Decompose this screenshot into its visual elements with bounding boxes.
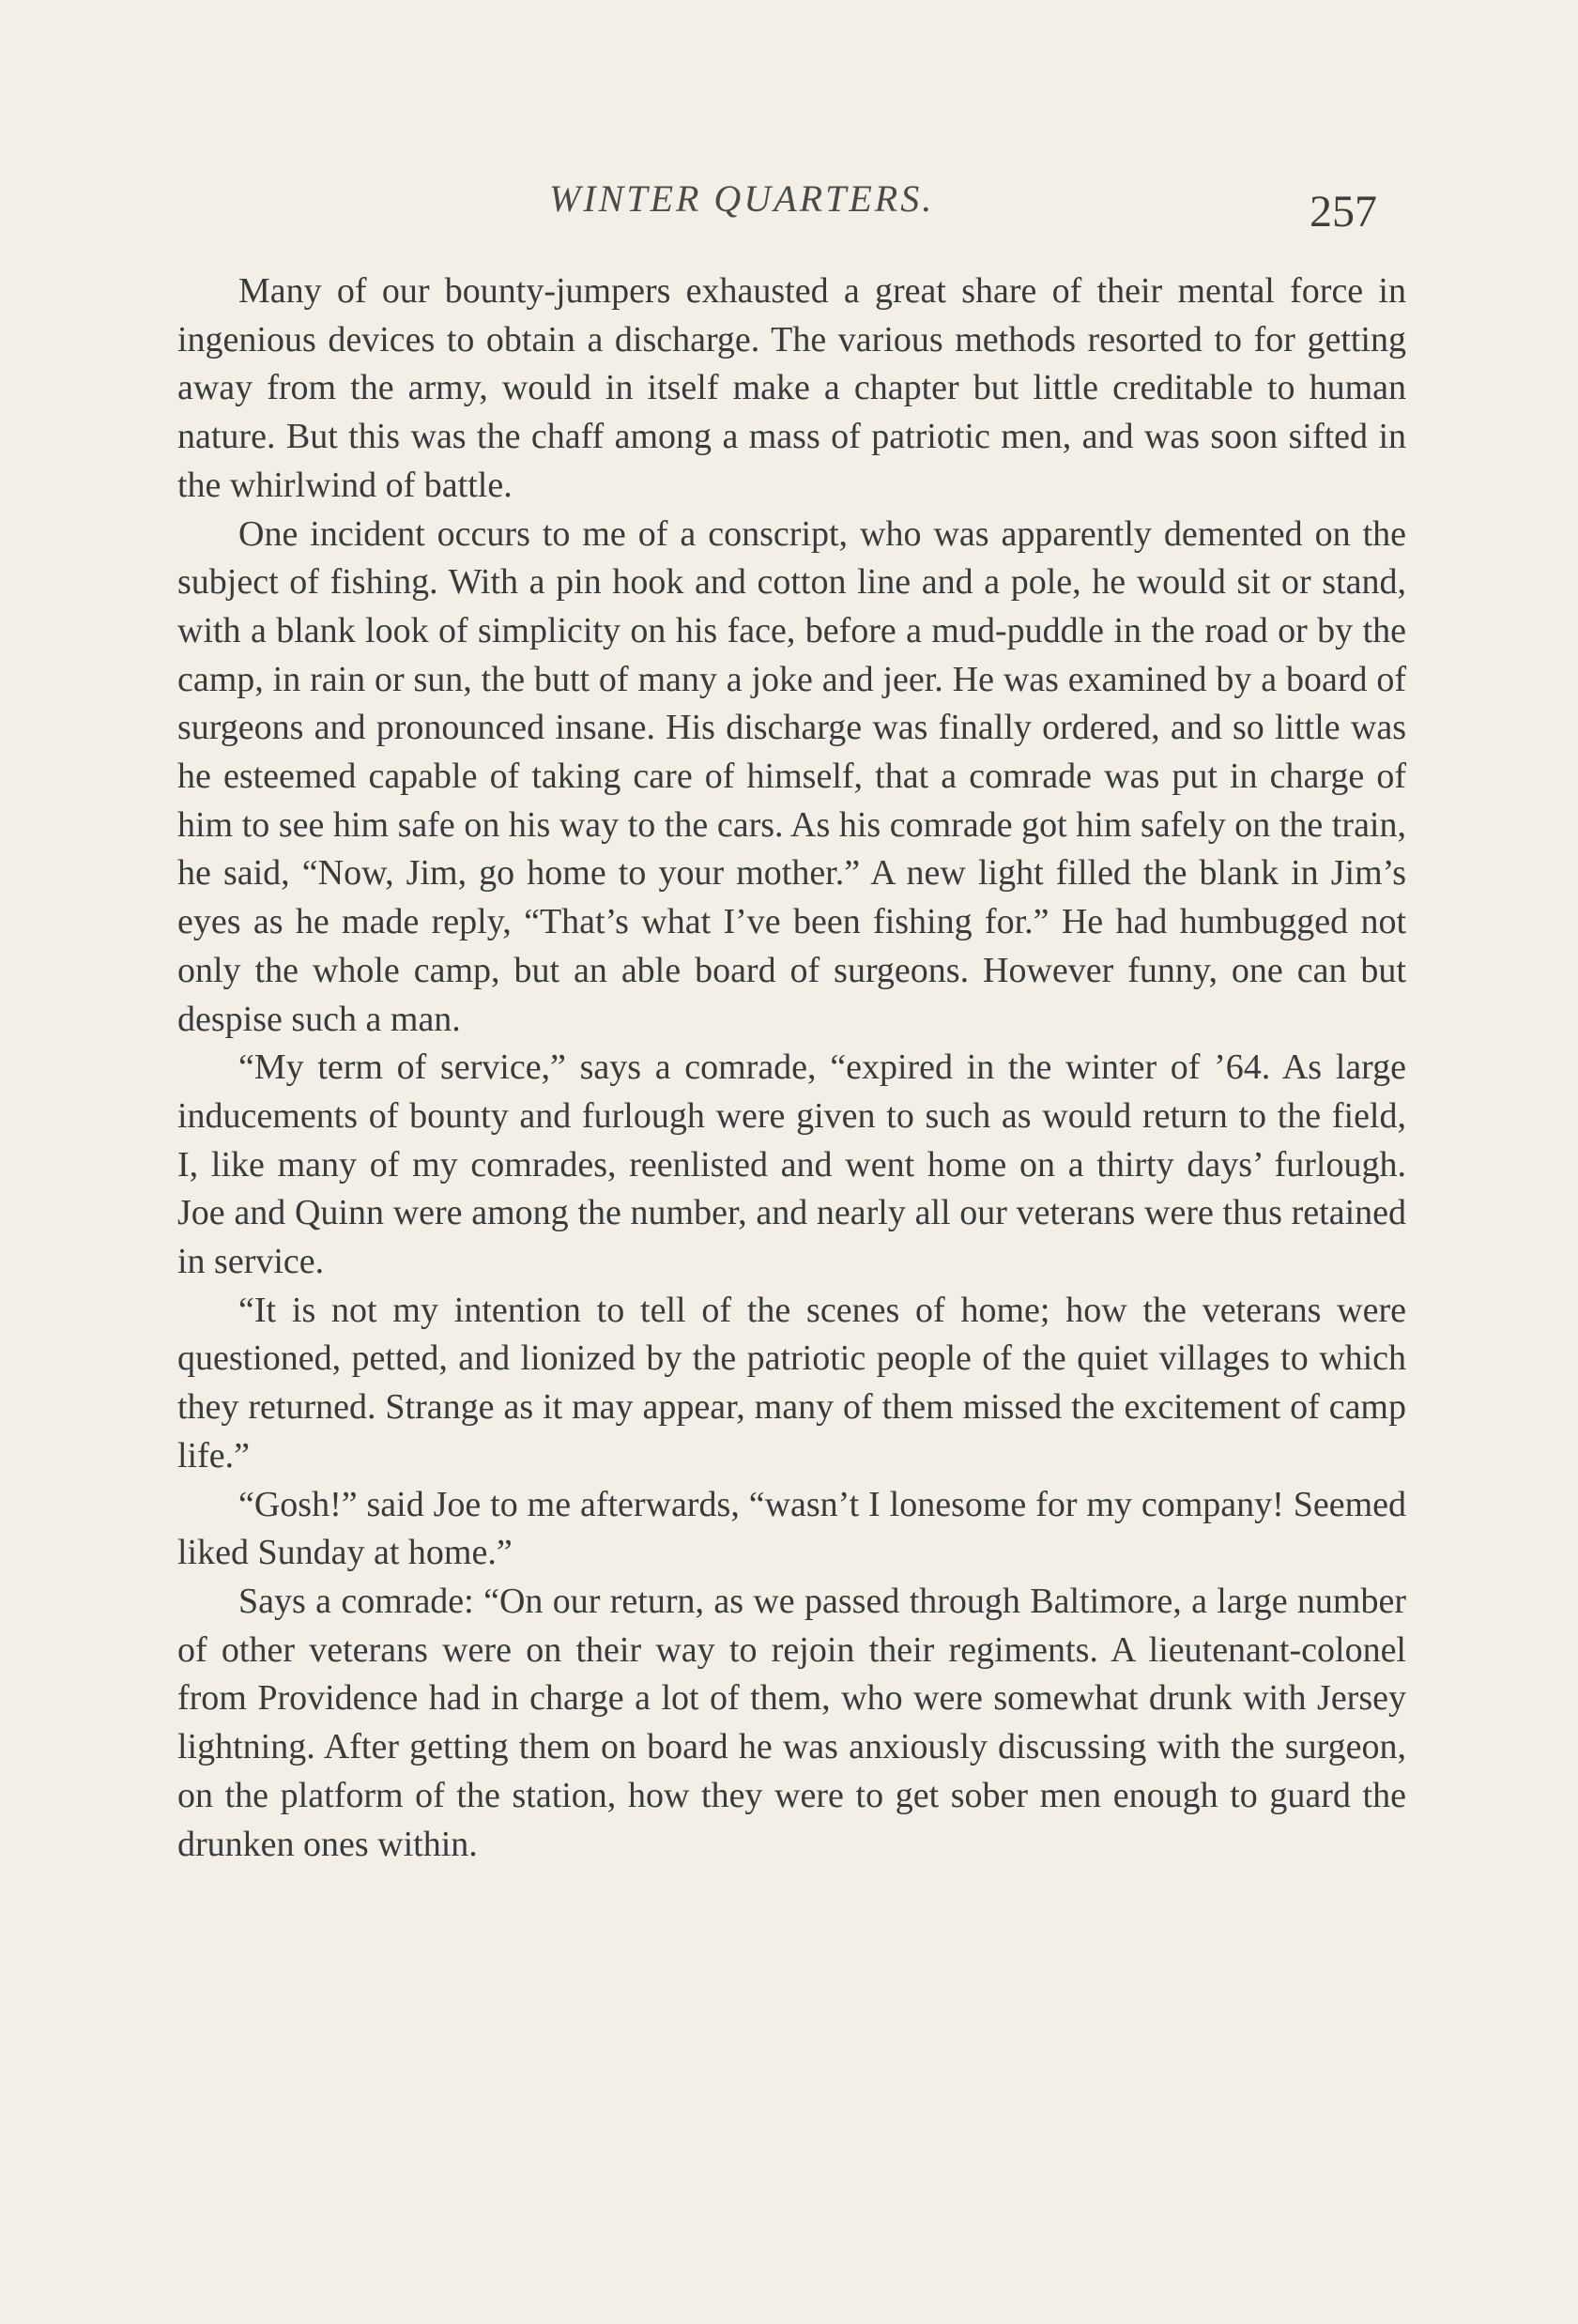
paragraph: “My term of service,” says a comrade, “expired in the winter of ’64. As large inducements of bounty and furlough were given to such as would return to the field, I, like many of my comrades, reenlisted and went home on a thirty days’ furlough. Joe and Quinn were among the number, and nearly all our veterans were thus retained in service. — [177, 1047, 1406, 1282]
page-header — [0, 169, 1578, 244]
paragraph: Says a comrade: “On our return, as we passed through Baltimore, a large number of other veterans were on their way to rejoin their regiments. A lieutenant-colonel from Providence had in charge a lot of them, who were somewhat drunk with Jersey lightning. After getting them on board he was anxiously discussing with the surgeon, on the platform of the station, how they were to get sober men enough to guard the drunken ones within. — [177, 1581, 1406, 1864]
running-title: WINTER QUARTERS. — [549, 177, 935, 220]
paragraph: “Gosh!” said Joe to me afterwards, “wasn’t I lonesome for my company! Seemed liked Sunday at home.” — [177, 1484, 1406, 1573]
paragraph: Many of our bounty-jumpers exhausted a great share of their mental force in ingenious devices to obtain a discharge. The various methods resorted to for getting away from the army, would in itself make a chapter but little creditable to human nature. But this was the chaff among a mass of patriotic men, and was soon sifted in the whirlwind of battle. — [177, 271, 1406, 505]
paragraph: “It is not my intention to tell of the scenes of home; how the veterans were questioned, petted, and lionized by the patriotic people of the quiet villages to which they returned. Strange as it may appear, many of them missed the excitement of camp life.” — [177, 1290, 1406, 1475]
paragraph: One incident occurs to me of a conscript, who was apparently demented on the subject of fishing. With a pin hook and cotton line and a pole, he would sit or stand, with a blank look of simplicity on his face, before a mud-puddle in the road or by the camp, in rain or sun, the butt of many a joke and jeer. He was examined by a board of surgeons and pronounced insane. His discharge was finally ordered, and so little was he esteemed capable of taking care of himself, that a comrade was put in charge of him to see him safe on his way to the cars. As his comrade got him safely on the train, he said, “Now, Jim, go home to your mother.” A new light filled the blank in Jim’s eyes as he made reply, “That’s what I’ve been fishing for.” He had humbugged not only the whole camp, but an able board of surgeons. However funny, one can but despise such a man. — [177, 513, 1406, 1039]
page-number: 257 — [1310, 187, 1377, 237]
body-text — [177, 268, 1406, 1869]
